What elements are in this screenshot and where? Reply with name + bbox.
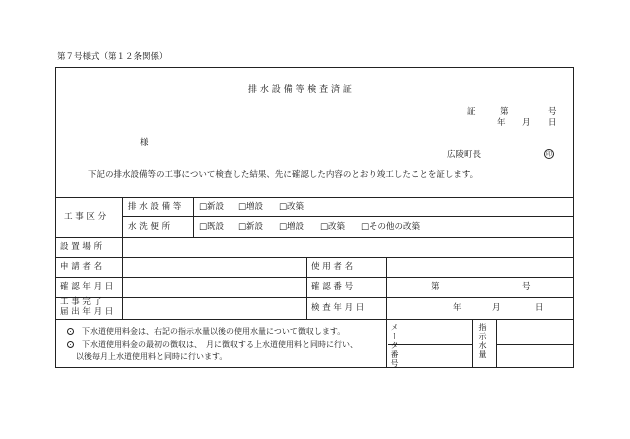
inspection-year-label: 年 xyxy=(453,303,462,313)
toilet-option-other[interactable]: □その他の改築 xyxy=(361,222,421,232)
work-category-label: 工 事 区 分 xyxy=(64,212,107,222)
toilet-label: 水 洗 便 所 xyxy=(128,222,171,232)
cert-no-mid: 第 xyxy=(500,107,509,117)
note2-text-line1: 下水道使用料金の最初の徴収は、 月に徴収する上水道使用料と同時に行い、 xyxy=(82,340,358,349)
issue-day-label: 日 xyxy=(548,118,557,128)
completion-label-line2: 届 出 年 月 日 xyxy=(60,307,114,317)
drain-option-extension[interactable]: □増設 xyxy=(238,202,264,212)
confirm-number-mid: 第 xyxy=(431,282,440,292)
note1-text: 下水道使用料金は、右記の指示水量以後の使用水量について徴収します。 xyxy=(82,327,346,336)
drain-option-new[interactable]: □新設 xyxy=(199,202,225,212)
confirm-number-suffix: 号 xyxy=(522,282,531,292)
seal-mark: 印 xyxy=(545,151,552,158)
confirm-date-label: 確 認 年 月 日 xyxy=(60,282,114,292)
issue-year-label: 年 xyxy=(497,118,506,128)
inspection-month-label: 月 xyxy=(492,303,501,313)
indicated-volume-label: 指示水量 xyxy=(478,323,487,359)
issuer-name: 広陵町長 xyxy=(447,150,482,160)
certificate-body-text: 下記の排水設備等の工事について検査した結果、先に確認した内容のとおり竣工したことを証します。 xyxy=(88,170,479,180)
addressee-suffix: 様 xyxy=(140,138,149,148)
applicant-label: 申 請 者 名 xyxy=(60,262,103,272)
inspection-day-label: 日 xyxy=(535,303,544,313)
drain-equipment-label: 排 水 設 備 等 xyxy=(128,202,182,212)
note1-bullet-icon xyxy=(67,328,74,335)
issue-month-label: 月 xyxy=(522,118,531,128)
toilet-option-new[interactable]: □新設 xyxy=(238,222,264,232)
toilet-option-extension[interactable]: □増設 xyxy=(279,222,305,232)
toilet-option-existing[interactable]: □既設 xyxy=(199,222,225,232)
certificate-title: 排 水 設 備 等 検 査 済 証 xyxy=(248,85,352,95)
toilet-option-renovation[interactable]: □改築 xyxy=(320,222,346,232)
confirm-number-label: 確 認 番 号 xyxy=(311,282,354,292)
note2-text-line2: 以後毎月上水道使用料と同時に行います。 xyxy=(76,352,228,361)
inspection-date-label: 検 査 年 月 日 xyxy=(311,303,365,313)
drain-option-renovation[interactable]: □改築 xyxy=(279,202,305,212)
form-number-label: 第７号様式（第１２条関係） xyxy=(57,52,168,62)
user-label: 使 用 者 名 xyxy=(311,262,354,272)
note2-bullet-icon xyxy=(67,341,74,348)
site-label: 設 置 場 所 xyxy=(60,242,103,252)
completion-label-line1: 工 事 完 了 xyxy=(60,297,103,307)
meter-number-label: メータ番号 xyxy=(390,323,399,368)
cert-no-suffix: 号 xyxy=(548,107,557,117)
cert-no-prefix: 証 xyxy=(467,107,476,117)
